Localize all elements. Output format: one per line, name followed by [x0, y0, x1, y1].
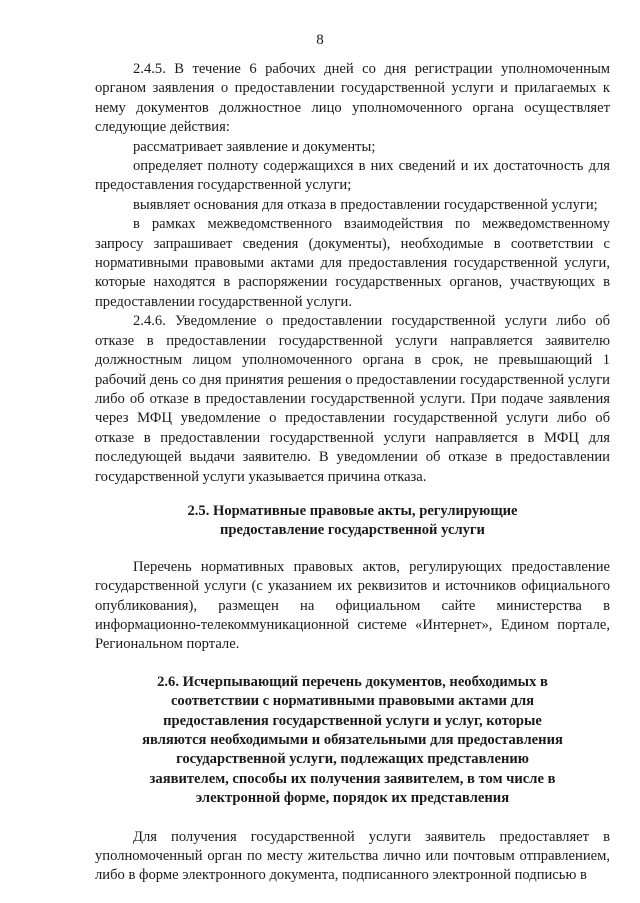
action-item-grounds: выявляет основания для отказа в предоставлении государственной услуги; [133, 196, 598, 213]
paragraph-2-4-5: 2.4.5. В течение 6 рабочих дней со дня регистрации уполномоченным органом заявления о предоставлении государственной услуги и прилагаемых к нему документов должностное лицо уполномоченного органа осуществляет следующие действия: [95, 61, 610, 136]
page-number: 8 [316, 32, 324, 48]
action-item-interagency: в рамках межведомственного взаимодействия по межведомственному запросу запрашивает сведения (документы), необходимые в соответствии с нормативными правовыми актами для предоставления государственной услуги, которые находятся в распоряжении государственных органов, участвующих в предоставлении государственной услуги. [95, 216, 610, 310]
section-heading-2-5: 2.5. Нормативные правовые акты, регулирующие предоставление государственной услуги [187, 502, 518, 539]
action-item-completeness: определяет полноту содержащихся в них сведений и их достаточность для предоставления государственной услуги; [95, 158, 610, 194]
paragraph-2-6: Для получения государственной услуги заявитель предоставляет в уполномоченный орган по месту жительства лично или почтовым отправлением, либо в форме электронного документа, подписанного электронной подписью в [95, 828, 610, 884]
document-body [95, 60, 610, 886]
action-item-review: рассматривает заявление и документы; [133, 138, 376, 155]
section-heading-2-6: 2.6. Исчерпывающий перечень документов, необходимых в соответствии с нормативными правовыми актами для предоставления государственной услуги и услуг, которые являются необходимыми и обязательными для предоставления государственной услуги, подлежащих представлению заявителем, способы их получения заявителем, в том числе в электронной форме, порядок их представления [142, 673, 563, 807]
paragraph-2-4-6: 2.4.6. Уведомление о предоставлении государственной услуги либо об отказе в предоставлении государственной услуги направляется заявителю должностным лицом уполномоченного органа в срок, не превышающий 1 рабочий день со дня принятия решения о предоставлении государственной услуги либо об отказе в предоставлении государственной услуги. При подаче заявления через МФЦ уведомление о предоставлении государственной услуги либо об отказе в предоставлении государственной услуги направляется в МФЦ для последующей выдачи заявителю. В уведомлении об отказе в предоставлении государственной услуги указывается причина отказа. [95, 313, 610, 485]
paragraph-2-5: Перечень нормативных правовых актов, регулирующих предоставление государственной услуги (с указанием их реквизитов и источников официального опубликования), размещен на официальном сайте министерства в информационно-телекоммуникационной системе «Интернет», Едином портале, Региональном портале. [95, 558, 610, 653]
